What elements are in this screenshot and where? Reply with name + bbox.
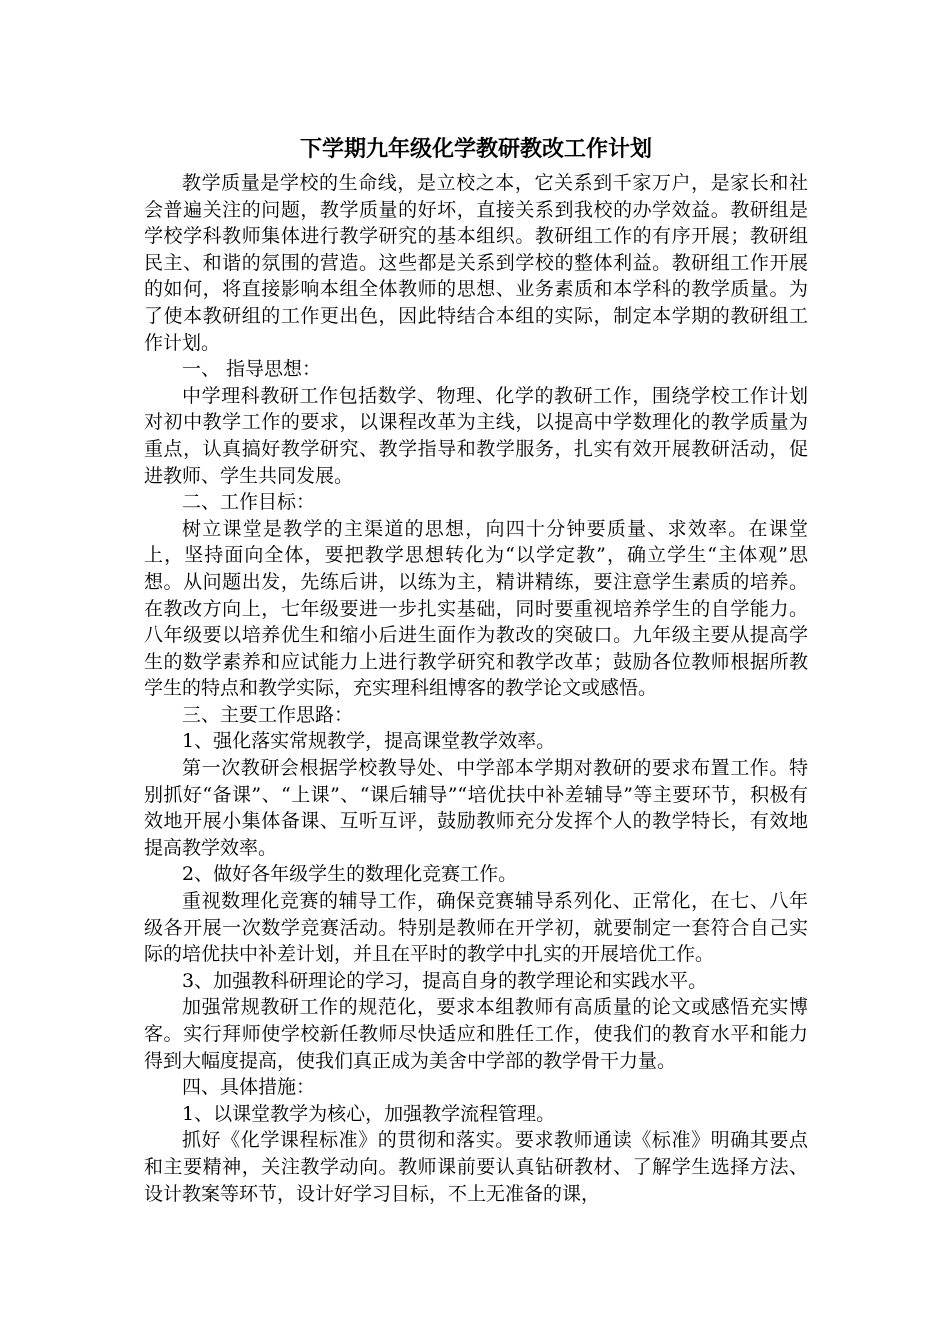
document-page [144, 132, 808, 1207]
document-title: 下学期九年级化学教研教改工作计划 [299, 136, 652, 162]
subheading-competition: 2、做好各年级学生的数理化竞赛工作。 [182, 863, 518, 886]
subheading-routine-teaching: 1、强化落实常规教学，提高课堂教学效率。 [182, 730, 556, 753]
classroom-core-paragraph: 抓好《化学课程标准》的贯彻和落实。要求教师通读《标准》明确其要点和主要精神，关注教学动向。教师课前要认真钻研教材、了解学生选择方法、设计教案等环节，设计好学习目标，不上无准备的课， [144, 1129, 808, 1205]
theory-study-paragraph: 加强常规教研工作的规范化，要求本组教师有高质量的论文或感悟充实博客。实行拜师使学校新任教师尽快适应和胜任工作，使我们的教育水平和能力得到大幅度提高，使我们真正成为美舍中学部的教学骨干力量。 [144, 996, 808, 1072]
section-heading-work-goals: 二、工作目标： [182, 491, 316, 514]
section-heading-guiding-thought: 一、 指导思想： [182, 358, 322, 381]
competition-paragraph: 重视数理化竞赛的辅导工作，确保竞赛辅导系列化、正常化，在七、八年级各开展一次数学竞赛活动。特别是教师在开学初，就要制定一套符合自己实际的培优扶中补差计划，并且在平时的教学中扎实的开展培优工作。 [144, 890, 808, 966]
intro-paragraph: 教学质量是学校的生命线，是立校之本，它关系到千家万户，是家长和社会普遍关注的问题，教学质量的好坏，直接关系到我校的办学效益。教研组是学校学科教师集体进行教学研究的基本组织。教研组工作的有序开展；教研组民主、和谐的氛围的营造。这些都是关系到学校的整体利益。教研组工作开展的如何，将直接影响本组全体教师的思想、业务素质和本学科的教学质量。为了使本教研组的工作更出色，因此特结合本组的实际，制定本学期的教研组工作计划。 [144, 172, 808, 354]
work-goals-paragraph: 树立课堂是教学的主渠道的思想，向四十分钟要质量、求效率。在课堂上，坚持面向全体，要把教学思想转化为“以学定教”，确立学生“主体观”思想。从问题出发，先练后讲，以练为主，精讲精练，要注意学生素质的培养。在教改方向上，七年级要进一步扎实基础，同时要重视培养学生的自学能力。八年级要以培养优生和缩小后进生面作为教改的突破口。九年级主要从提高学生的数学素养和应试能力上进行教学研究和教学改革；鼓励各位教师根据所教学生的特点和教学实际，充实理科组博客的教学论文或感悟。 [144, 517, 808, 700]
section-heading-measures: 四、具体措施： [182, 1076, 316, 1099]
subheading-classroom-core: 1、以课堂教学为核心，加强教学流程管理。 [182, 1102, 556, 1125]
guiding-thought-paragraph: 中学理科教研工作包括数学、物理、化学的教研工作，围绕学校工作计划对初中教学工作的要求，以课程改革为主线，以提高中学数理化的教学质量为重点，认真搞好教学研究、教学指导和教学服务，扎实有效开展教研活动，促进教师、学生共同发展。 [144, 384, 808, 487]
section-heading-main-ideas: 三、主要工作思路： [182, 703, 354, 726]
subheading-theory-study: 3、加强教科研理论的学习，提高自身的教学理论和实践水平。 [182, 969, 708, 992]
routine-teaching-paragraph: 第一次教研会根据学校教导处、中学部本学期对教研的要求布置工作。特别抓好“备课”、“上课”、“课后辅导”“培优扶中补差辅导”等主要环节，积极有效地开展小集体备课、互听互评，鼓励教师充分发挥个人的教学特长，有效地提高教学效率。 [144, 757, 808, 859]
